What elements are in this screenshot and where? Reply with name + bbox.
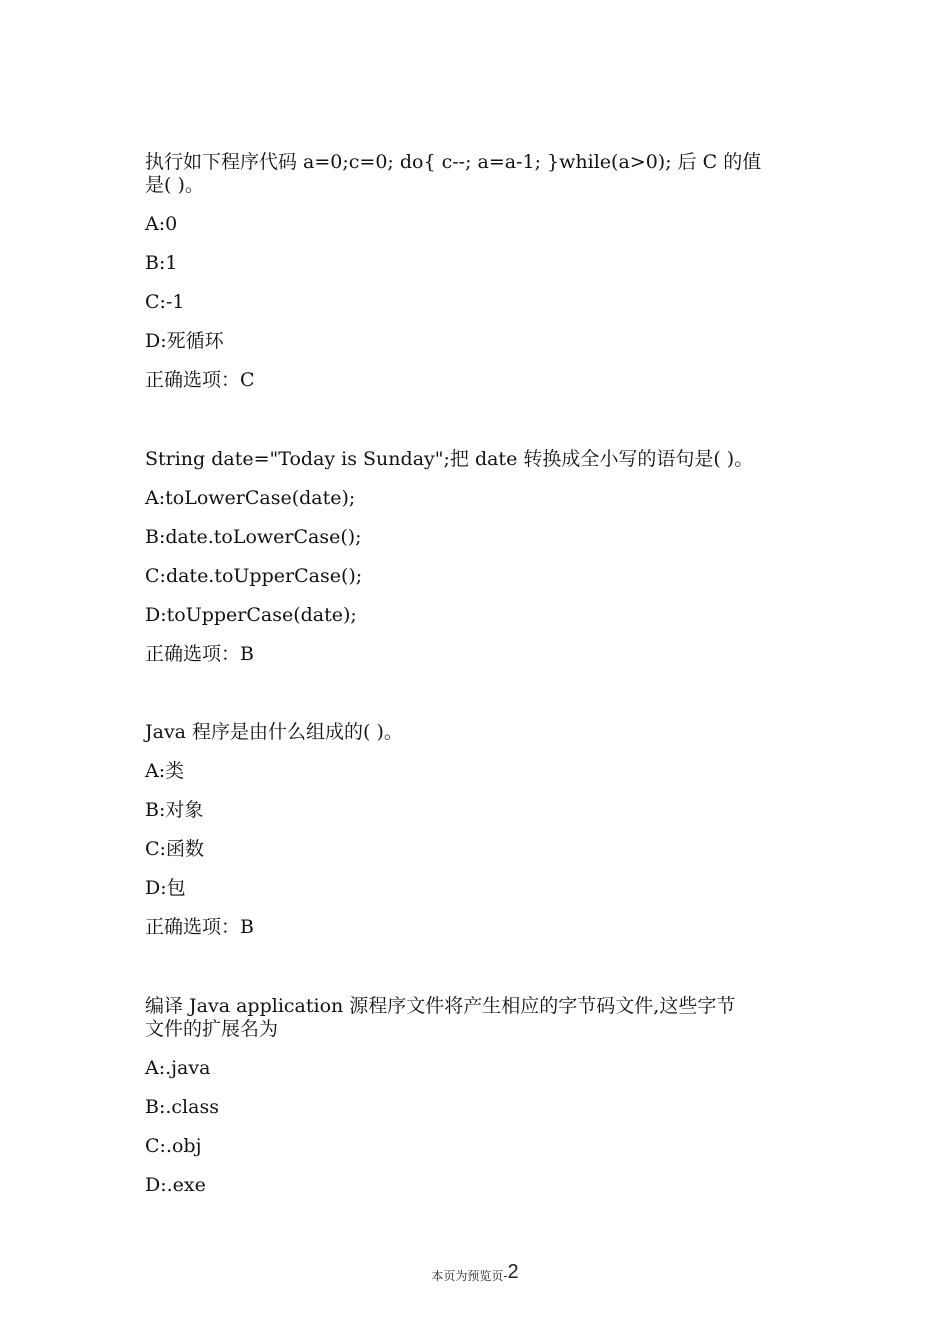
question-4-option-d: D:.exe — [145, 1174, 206, 1196]
question-1-option-d: D:死循环 — [145, 330, 224, 352]
footer-preview-label: 本页为预览页- — [431, 1269, 508, 1283]
question-3-option-c: C:函数 — [145, 838, 204, 860]
question-1-stem-line-2: 是( )。 — [145, 174, 204, 196]
question-4-stem-line-2: 文件的扩展名为 — [145, 1018, 279, 1040]
question-3-option-a: A:类 — [145, 760, 185, 782]
question-2-stem-line-1: String date="Today is Sunday";把 date 转换成全小写的语句是( )。 — [145, 448, 754, 470]
question-3-stem-line-1: Java 程序是由什么组成的( )。 — [145, 721, 403, 743]
question-4-stem-line-1: 编译 Java application 源程序文件将产生相应的字节码文件,这些字节 — [145, 995, 736, 1017]
question-1-answer: 正确选项：C — [145, 369, 255, 391]
page-number: 2 — [507, 1261, 519, 1283]
question-2-answer: 正确选项：B — [145, 643, 254, 665]
question-4-option-c: C:.obj — [145, 1135, 202, 1157]
question-3-option-b: B:对象 — [145, 799, 204, 821]
question-2-option-b: B:date.toLowerCase(); — [145, 526, 362, 548]
question-1-stem-line-1: 执行如下程序代码 a=0;c=0; do{ c--; a=a-1; }while(a>0); 后 C 的值 — [145, 151, 762, 173]
question-1-option-c: C:-1 — [145, 291, 185, 313]
question-2-option-a: A:toLowerCase(date); — [145, 487, 356, 509]
question-3-answer: 正确选项：B — [145, 916, 254, 938]
question-4-option-a: A:.java — [145, 1057, 211, 1079]
question-2-option-c: C:date.toUpperCase(); — [145, 565, 363, 587]
page-footer — [0, 1262, 950, 1286]
question-4-option-b: B:.class — [145, 1096, 219, 1118]
question-2-option-d: D:toUpperCase(date); — [145, 604, 357, 626]
question-3-option-d: D:包 — [145, 877, 186, 899]
question-1-option-a: A:0 — [145, 213, 178, 235]
question-1-option-b: B:1 — [145, 252, 178, 274]
